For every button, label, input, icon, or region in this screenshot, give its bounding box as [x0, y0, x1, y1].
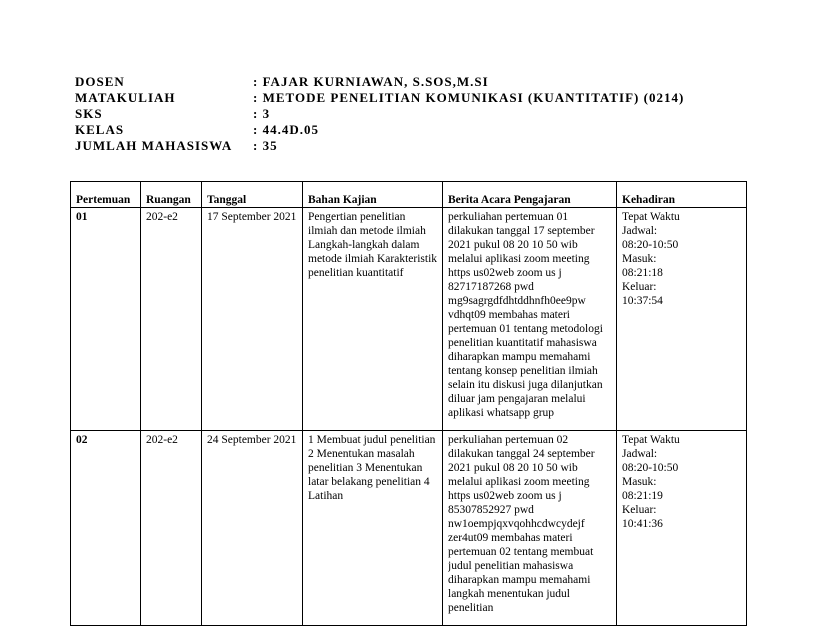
tanggal-cell: 17 September 2021: [202, 208, 303, 431]
column-header: Berita Acara Pengajaran: [443, 182, 617, 208]
info-label: SKS: [75, 106, 103, 121]
pertemuan-cell: 01: [71, 208, 141, 431]
kehadiran-line: 10:41:36: [622, 518, 663, 530]
kehadiran-line: Jadwal:: [622, 448, 658, 460]
course-info: [75, 74, 684, 154]
kehadiran-line: 08:21:18: [622, 267, 663, 279]
kehadiran-line: Keluar:: [622, 281, 657, 293]
column-header: Kehadiran: [617, 182, 747, 208]
table-row: [71, 208, 747, 431]
berita-acara-cell: [443, 431, 617, 626]
column-header: Tanggal: [202, 182, 303, 208]
ruangan-cell: 202-e2: [141, 431, 202, 626]
info-value: : 35: [253, 138, 278, 153]
info-value: : 3: [253, 106, 271, 121]
kehadiran-line: 08:20-10:50: [622, 239, 679, 251]
pertemuan-cell: 02: [71, 431, 141, 626]
bahan-kajian-cell: Pengertian penelitian ilmiah dan metode ilmiah Langkah-langkah dalam metode ilmiah Karakteristik penelitian kuantitatif: [303, 208, 443, 431]
kehadiran-cell: [617, 431, 747, 626]
kehadiran-cell: [617, 208, 747, 431]
info-row-jumlah-mahasiswa: [75, 138, 684, 154]
info-value: : FAJAR KURNIAWAN, S.SOS,M.SI: [253, 74, 489, 89]
kehadiran-line: Masuk:: [622, 476, 657, 488]
bahan-kajian-cell: 1 Membuat judul penelitian 2 Menentukan masalah penelitian 3 Menentukan latar belakang penelitian 4 Latihan: [303, 431, 443, 626]
berita-acara-text: perkuliahan pertemuan 01 dilakukan tanggal 17 september 2021 pukul 08 20 10 50 wib melalui aplikasi zoom meeting https us02web zoom us j 82717187268 pwd mg9sagrgdfdhtddhnfh0ee9pw vdhqt09 membahas materi pertemuan 01 tentang metodologi penelitian kuantitatif mahasiswa diharapkan mampu memahami tentang konsep penelitian ilmiah selain itu diskusi juga dilanjutkan diluar jam pengajaran melalui aplikasi whatsapp grup: [448, 211, 603, 419]
kehadiran-status: Tepat Waktu: [622, 211, 680, 223]
column-header: Ruangan: [141, 182, 202, 208]
info-label: KELAS: [75, 122, 125, 137]
berita-acara-cell: [443, 208, 617, 431]
kehadiran-line: Masuk:: [622, 253, 657, 265]
berita-acara-text: perkuliahan pertemuan 02 dilakukan tanggal 24 september 2021 pukul 08 20 10 50 wib melalui aplikasi zoom meeting https us02web zoom us j 85307852927 pwd nw1oempjqxvqohhcdwcydejf zer4ut09 membahas materi pertemuan 02 tentang membuat judul penelitian mahasiswa diharapkan mampu memahami langkah menentukan judul penelitian: [448, 434, 595, 614]
info-value: : METODE PENELITIAN KOMUNIKASI (KUANTITATIF) (0214): [253, 90, 685, 105]
info-label: DOSEN: [75, 74, 125, 89]
kehadiran-line: 10:37:54: [622, 295, 663, 307]
kehadiran-line: Jadwal:: [622, 225, 658, 237]
tanggal-cell: 24 September 2021: [202, 431, 303, 626]
column-header: Pertemuan: [71, 182, 141, 208]
attendance-table: [70, 181, 747, 626]
ruangan-cell: 202-e2: [141, 208, 202, 431]
table-header-row: [71, 182, 747, 208]
info-label: MATAKULIAH: [75, 90, 176, 105]
info-row-dosen: [75, 74, 684, 90]
kehadiran-line: 08:21:19: [622, 490, 663, 502]
kehadiran-line: Keluar:: [622, 504, 657, 516]
info-row-sks: [75, 106, 684, 122]
table-row: [71, 431, 747, 626]
kehadiran-status: Tepat Waktu: [622, 434, 680, 446]
kehadiran-line: 08:20-10:50: [622, 462, 679, 474]
info-row-kelas: [75, 122, 684, 138]
column-header: Bahan Kajian: [303, 182, 443, 208]
info-label: JUMLAH MAHASISWA: [75, 138, 233, 153]
info-row-matakuliah: [75, 90, 684, 106]
info-value: : 44.4D.05: [253, 122, 319, 137]
